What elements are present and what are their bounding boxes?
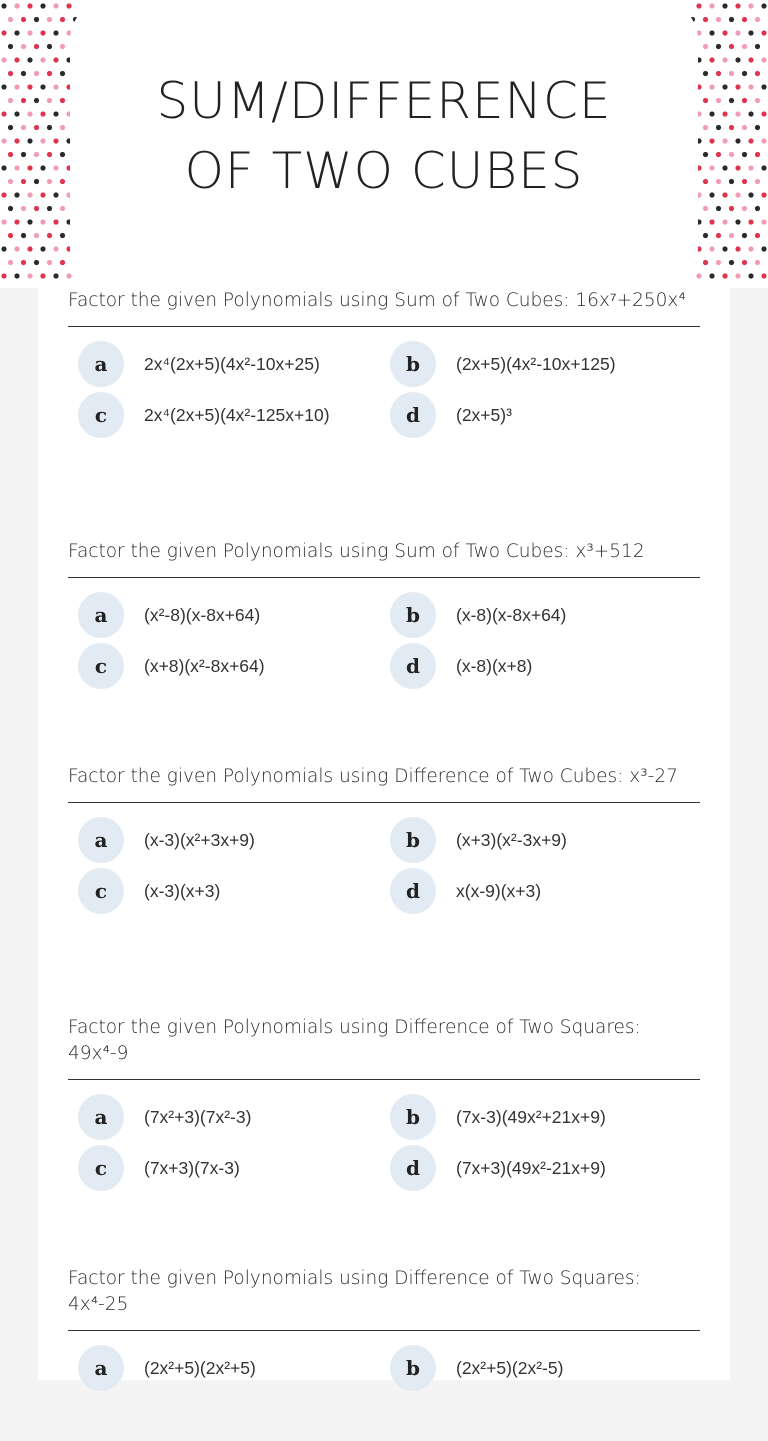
answer-text: (x+8)(x²-8x+64) bbox=[144, 655, 265, 676]
polka-dot bbox=[742, 44, 747, 49]
polka-dot bbox=[40, 273, 45, 278]
polka-dot bbox=[735, 57, 740, 62]
answer-text: (7x+3)(49x²-21x+9) bbox=[456, 1157, 606, 1178]
answer-option-b[interactable] bbox=[380, 817, 690, 863]
polka-dot bbox=[53, 246, 58, 251]
polka-dot bbox=[729, 17, 734, 22]
polka-dot bbox=[742, 233, 747, 238]
answer-text: (x-3)(x+3) bbox=[144, 880, 221, 901]
polka-dot bbox=[748, 246, 753, 251]
answer-grid bbox=[68, 327, 700, 437]
answer-grid bbox=[68, 803, 700, 913]
polka-dot bbox=[709, 30, 714, 35]
polka-dot bbox=[709, 273, 714, 278]
polka-dot bbox=[1, 219, 6, 224]
polka-dot bbox=[1, 30, 6, 35]
answer-option-b[interactable] bbox=[380, 1345, 690, 1391]
polka-dot bbox=[60, 17, 65, 22]
polka-dot bbox=[53, 3, 58, 8]
answer-text: (x-8)(x+8) bbox=[456, 655, 533, 676]
polka-dot bbox=[34, 206, 39, 211]
answer-option-a[interactable] bbox=[68, 1345, 378, 1391]
polka-dot bbox=[755, 44, 760, 49]
answer-grid bbox=[68, 1331, 700, 1441]
polka-dot bbox=[14, 219, 19, 224]
polka-dot bbox=[27, 219, 32, 224]
polka-dot bbox=[703, 206, 708, 211]
answer-text: 2x⁴(2x+5)(4x²-125x+10) bbox=[144, 404, 330, 425]
option-letter-badge: a bbox=[78, 341, 124, 387]
question-text: Factor the given Polynomials using Sum of Two Cubes: 16x⁷+250x⁴ bbox=[68, 288, 700, 327]
polka-dot bbox=[703, 17, 708, 22]
option-letter-badge: d bbox=[390, 392, 436, 438]
polka-dot bbox=[8, 233, 13, 238]
polka-dot bbox=[729, 260, 734, 265]
polka-dot bbox=[755, 233, 760, 238]
polka-dot bbox=[716, 44, 721, 49]
polka-dot bbox=[47, 44, 52, 49]
polka-dot bbox=[748, 3, 753, 8]
option-letter-badge: b bbox=[390, 1345, 436, 1391]
polka-dot bbox=[40, 3, 45, 8]
polka-dot bbox=[47, 233, 52, 238]
polka-dot bbox=[722, 246, 727, 251]
polka-dot bbox=[696, 273, 701, 278]
polka-dot bbox=[60, 233, 65, 238]
question-5 bbox=[68, 1266, 700, 1441]
polka-dot bbox=[34, 260, 39, 265]
worksheet-paper bbox=[38, 288, 730, 1380]
polka-dot bbox=[748, 30, 753, 35]
polka-dot bbox=[34, 233, 39, 238]
polka-dot bbox=[742, 17, 747, 22]
polka-dot bbox=[716, 260, 721, 265]
answer-grid bbox=[68, 1080, 700, 1190]
polka-dot bbox=[716, 233, 721, 238]
polka-dot bbox=[14, 30, 19, 35]
answer-option-c[interactable] bbox=[68, 1145, 378, 1191]
polka-dot bbox=[709, 219, 714, 224]
polka-dot bbox=[8, 17, 13, 22]
polka-dot bbox=[709, 57, 714, 62]
polka-dot bbox=[47, 260, 52, 265]
polka-dot bbox=[761, 3, 766, 8]
polka-dot bbox=[722, 30, 727, 35]
option-letter-badge: a bbox=[78, 592, 124, 638]
polka-dot bbox=[735, 246, 740, 251]
question-1 bbox=[68, 288, 700, 437]
polka-dot bbox=[761, 57, 766, 62]
option-letter-badge: d bbox=[390, 868, 436, 914]
polka-dot bbox=[60, 260, 65, 265]
polka-dot bbox=[735, 273, 740, 278]
polka-dot bbox=[53, 57, 58, 62]
polka-dot bbox=[735, 30, 740, 35]
answer-text: (7x+3)(7x-3) bbox=[144, 1157, 240, 1178]
polka-dot bbox=[716, 17, 721, 22]
polka-dot bbox=[696, 3, 701, 8]
polka-dot bbox=[722, 57, 727, 62]
polka-dot bbox=[21, 260, 26, 265]
polka-dot bbox=[755, 17, 760, 22]
polka-dot bbox=[742, 260, 747, 265]
polka-dot bbox=[14, 273, 19, 278]
answer-option-a[interactable] bbox=[68, 341, 378, 387]
answer-text: (2x²+5)(2x²-5) bbox=[456, 1357, 564, 1378]
polka-dot bbox=[14, 3, 19, 8]
polka-dot bbox=[703, 44, 708, 49]
question-4 bbox=[68, 1015, 700, 1190]
answer-option-a[interactable] bbox=[68, 1094, 378, 1140]
answer-text: (7x-3)(49x²+21x+9) bbox=[456, 1106, 606, 1127]
answer-text: (x+3)(x²-3x+9) bbox=[456, 829, 567, 850]
polka-dot bbox=[748, 57, 753, 62]
polka-dot bbox=[722, 3, 727, 8]
polka-dot bbox=[748, 219, 753, 224]
question-text: Factor the given Polynomials using Difference of Two Squares: 4x⁴-25 bbox=[68, 1266, 700, 1331]
polka-dot bbox=[66, 3, 71, 8]
polka-dot bbox=[14, 57, 19, 62]
answer-option-b[interactable] bbox=[380, 592, 690, 638]
answer-option-b[interactable] bbox=[380, 341, 690, 387]
question-text: Factor the given Polynomials using Difference of Two Squares: 49x⁴-9 bbox=[68, 1015, 700, 1080]
option-letter-badge: b bbox=[390, 341, 436, 387]
polka-dot bbox=[60, 44, 65, 49]
polka-dot bbox=[729, 44, 734, 49]
answer-option-a[interactable] bbox=[68, 817, 378, 863]
polka-dot bbox=[60, 206, 65, 211]
polka-dot bbox=[53, 219, 58, 224]
option-letter-badge: c bbox=[78, 868, 124, 914]
option-letter-badge: a bbox=[78, 1094, 124, 1140]
answer-option-d[interactable] bbox=[380, 1145, 690, 1191]
answer-text: (2x+5)(4x²-10x+125) bbox=[456, 353, 616, 374]
polka-dot bbox=[8, 44, 13, 49]
polka-dot bbox=[1, 246, 6, 251]
polka-dot bbox=[34, 44, 39, 49]
polka-dot bbox=[1, 273, 6, 278]
polka-dot bbox=[40, 219, 45, 224]
worksheet-header bbox=[0, 0, 768, 288]
answer-text: (x-3)(x²+3x+9) bbox=[144, 829, 255, 850]
polka-dot bbox=[761, 246, 766, 251]
polka-dot bbox=[21, 44, 26, 49]
answer-option-d[interactable] bbox=[380, 392, 690, 438]
polka-dot bbox=[761, 30, 766, 35]
polka-dot bbox=[53, 273, 58, 278]
polka-dot bbox=[8, 206, 13, 211]
polka-dot bbox=[755, 206, 760, 211]
polka-dot bbox=[761, 219, 766, 224]
answer-option-d[interactable] bbox=[380, 868, 690, 914]
polka-dot bbox=[47, 17, 52, 22]
question-text: Factor the given Polynomials using Sum of Two Cubes: x³+512 bbox=[68, 539, 700, 578]
polka-dot bbox=[40, 246, 45, 251]
answer-text: 2x⁴(2x+5)(4x²-10x+25) bbox=[144, 353, 320, 374]
polka-dot bbox=[742, 206, 747, 211]
answer-text: (x-8)(x-8x+64) bbox=[456, 604, 567, 625]
polka-dot bbox=[709, 246, 714, 251]
polka-dot bbox=[1, 3, 6, 8]
polka-dot bbox=[27, 246, 32, 251]
answer-text: (x²-8)(x-8x+64) bbox=[144, 604, 261, 625]
polka-dot bbox=[34, 17, 39, 22]
answer-grid bbox=[68, 578, 700, 688]
question-3 bbox=[68, 764, 700, 913]
answer-option-b[interactable] bbox=[380, 1094, 690, 1140]
title-line-1: SUM/DIFFERENCE bbox=[156, 72, 612, 130]
polka-dot bbox=[735, 3, 740, 8]
answer-option-d[interactable] bbox=[380, 643, 690, 689]
polka-dot bbox=[1, 57, 6, 62]
polka-dot bbox=[735, 219, 740, 224]
polka-dot bbox=[66, 273, 71, 278]
polka-dot bbox=[703, 260, 708, 265]
option-letter-badge: a bbox=[78, 1345, 124, 1391]
polka-dot bbox=[716, 206, 721, 211]
polka-dot bbox=[21, 17, 26, 22]
answer-option-c[interactable] bbox=[68, 643, 378, 689]
polka-dot bbox=[27, 57, 32, 62]
page-title bbox=[0, 66, 768, 206]
polka-dot bbox=[761, 273, 766, 278]
polka-dot bbox=[755, 260, 760, 265]
polka-dot bbox=[47, 206, 52, 211]
answer-text: (2x²+5)(2x²+5) bbox=[144, 1357, 256, 1378]
option-letter-badge: d bbox=[390, 643, 436, 689]
question-text: Factor the given Polynomials using Difference of Two Cubes: x³-27 bbox=[68, 764, 700, 803]
answer-text: x(x-9)(x+3) bbox=[456, 880, 542, 901]
option-letter-badge: c bbox=[78, 1145, 124, 1191]
question-2 bbox=[68, 539, 700, 688]
answer-text: (7x²+3)(7x²-3) bbox=[144, 1106, 252, 1127]
polka-dot bbox=[27, 3, 32, 8]
option-letter-badge: c bbox=[78, 643, 124, 689]
answer-option-c[interactable] bbox=[68, 868, 378, 914]
answer-option-c[interactable] bbox=[68, 392, 378, 438]
polka-dot bbox=[21, 206, 26, 211]
polka-dot bbox=[703, 233, 708, 238]
polka-dot bbox=[729, 206, 734, 211]
polka-dot bbox=[729, 233, 734, 238]
title-line-2: OF TWO CUBES bbox=[184, 142, 584, 200]
polka-dot bbox=[14, 246, 19, 251]
polka-dot bbox=[748, 273, 753, 278]
polka-dot bbox=[722, 273, 727, 278]
polka-dot bbox=[27, 273, 32, 278]
option-letter-badge: b bbox=[390, 817, 436, 863]
option-letter-badge: d bbox=[390, 1145, 436, 1191]
polka-dot bbox=[722, 219, 727, 224]
polka-dot bbox=[21, 233, 26, 238]
option-letter-badge: b bbox=[390, 1094, 436, 1140]
polka-dot bbox=[27, 30, 32, 35]
option-letter-badge: a bbox=[78, 817, 124, 863]
option-letter-badge: b bbox=[390, 592, 436, 638]
polka-dot bbox=[40, 57, 45, 62]
polka-dot bbox=[8, 260, 13, 265]
polka-dot bbox=[53, 30, 58, 35]
option-letter-badge: c bbox=[78, 392, 124, 438]
polka-dot bbox=[40, 30, 45, 35]
answer-text: (2x+5)³ bbox=[456, 404, 512, 425]
answer-option-a[interactable] bbox=[68, 592, 378, 638]
polka-dot bbox=[709, 3, 714, 8]
